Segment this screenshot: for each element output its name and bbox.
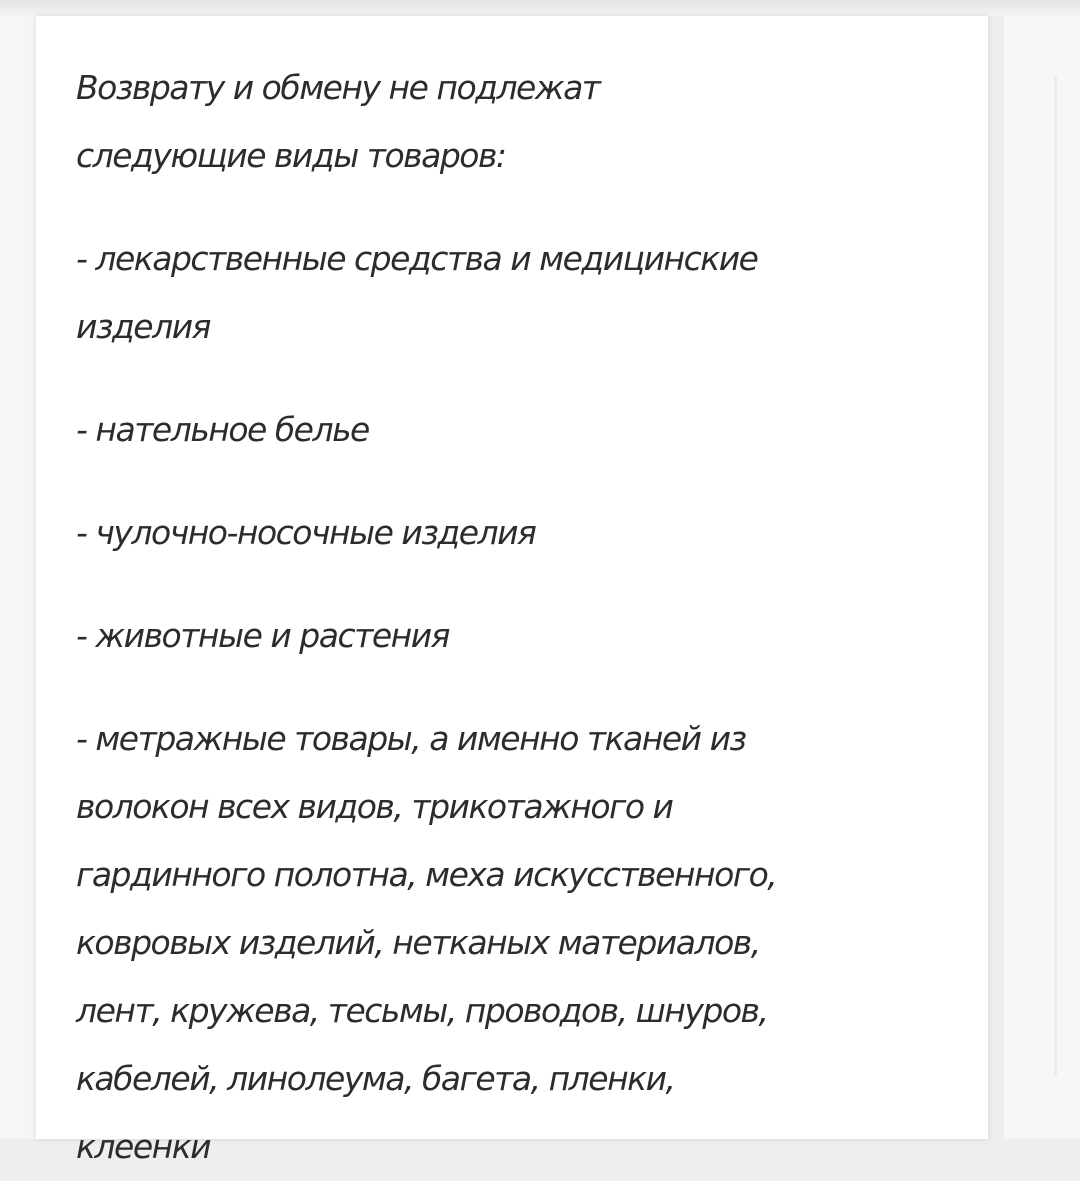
list-item-line: - чулочно-носочные изделия	[76, 513, 536, 552]
list-item-line: - нательное белье	[76, 410, 369, 449]
left-background	[0, 16, 36, 1139]
intro-paragraph	[76, 54, 988, 190]
paragraph-gap	[76, 567, 988, 602]
intro-line: Возврату и обмену не подлежат	[76, 68, 600, 107]
list-item-animals-plants	[76, 602, 988, 670]
paragraph-gap	[76, 464, 988, 499]
list-item-underwear	[76, 396, 988, 464]
right-background	[1004, 16, 1080, 1139]
list-item-line: - лекарственные средства и медицинские	[76, 239, 758, 278]
intro-line: следующие виды товаров:	[76, 136, 506, 175]
list-item-line: - метражные товары, а именно тканей из	[76, 719, 746, 758]
list-item-hosiery	[76, 499, 988, 567]
list-item-line: волокон всех видов, трикотажного и	[76, 787, 673, 826]
text-card	[36, 16, 988, 1166]
right-edge-shadow	[1054, 76, 1057, 1076]
paragraph-gap	[76, 361, 988, 396]
list-item-line: - животные и растения	[76, 616, 450, 655]
list-item-medicines	[76, 225, 988, 361]
paragraph-gap	[76, 190, 988, 225]
list-item-yard-goods	[76, 705, 988, 1181]
list-item-line: изделия	[76, 307, 211, 346]
list-item-line: кабелей, линолеума, багета, пленки,	[76, 1059, 675, 1098]
list-item-line: гардинного полотна, меха искусственного,	[76, 855, 777, 894]
list-item-line: ковровых изделий, нетканых материалов,	[76, 923, 760, 962]
top-background-strip	[0, 0, 1080, 16]
list-item-line: лент, кружева, тесьмы, проводов, шнуров,	[76, 991, 768, 1030]
list-item-line: клеенки	[76, 1127, 211, 1166]
paragraph-gap	[76, 670, 988, 705]
